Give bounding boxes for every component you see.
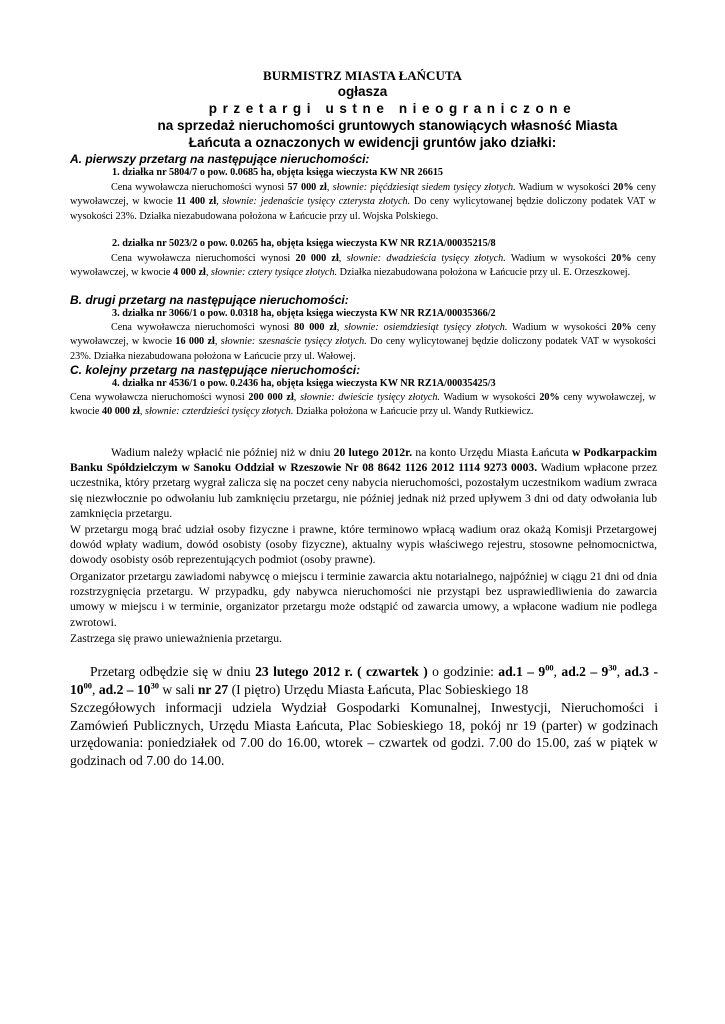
tender-schedule: Przetarg odbędzie się w dniu 23 lutego 2012 r. ( czwartek ) o godzinie: $ad.1 - 9^{00}$, $ad.2 - 9^{30}$, $ad.3 - 10^{00}$, $ad.2 - 10^{30}$ w sali nr 27 (I piętro) Urzędu Miasta Łańcuta, Plac Sobieskiego 18 [70,662,658,697]
section-a-title: A. pierwszy przetarg na następujące nieruchomości: [70,152,370,166]
announces-label: ogłasza [337,84,388,99]
organizer-info: Organizator przetargu zawiadomi nabywcę o miejscu i terminie zawarcia aktu notarialnego, najpóźniej w ciągu 21 dni od dnia rozstrzygnięcia przetargu. W przypadku, gdy nabywca nieruchomości nie przystąpi bez usprawiedliwienia do zawarcia umowy w miejscu i w terminie, organizator przetargu może odstąpić od zawarcia umowy, a wpłacone wadium nie podlega zwrotowi. [70,570,657,629]
section-c-title: C. kolejny przetarg na następujące nieruchomości: [70,363,361,377]
section-b-title: B. drugi przetarg na następujące nieruchomości: [70,293,349,307]
subject-line-1: na sprzedaż nieruchomości gruntowych stanowiących własność Miasta [157,118,618,133]
parcel-2-title: 2. działka nr 5023/2 o pow. 0.0265 ha, objęta księga wieczysta KW NR RZ1A/00035215/8 [112,238,496,249]
parcel-4-title: 4. działka nr 4536/1 o pow. 0.2436 ha, objęta księga wieczysta KW NR RZ1A/00035425/3 [112,378,496,389]
subject-line-2: Łańcuta a oznaczonych w ewidencji gruntów jako działki: [188,135,557,150]
deposit-info: Wadium należy wpłacić nie później niż w dniu 20 lutego 2012r. na konto Urzędu Miasta Łańcuta w Podkarpackim Banku Spółdzielczym w Sanoku Oddział w Rzeszowie Nr 08 8642 1126 2012 1114 9273 0003. Wadium wpłacone przez uczestnika, który przetarg wygrał zalicza się na poczet ceny nabycia nieruchomości, pozostałym uczestnikom wadium zwraca się niezwłocznie po odwołaniu lub zamknięciu przetargu, nie później jednak niż przed upływem 3 dni od daty odwołania lub zamknięcia przetargu. [70,446,658,520]
parcel-3-title: 3. działka nr 3066/1 o pow. 0.0318 ha, objęta księga wieczysta KW NR RZ1A/00035366/2 [112,308,496,319]
reservation-note: Zastrzega się prawo unieważnienia przetargu. [70,632,282,645]
contact-details: Szczegółowych informacji udziela Wydział Gospodarki Komunalnej, Inwestycji, Nieruchomości i Zamówień Publicznych, Urzędu Miasta Łańcuta, Plac Sobieskiego 18, pokój nr 19 (parter) w godzinach urzędowania: poniedziałek od 7.00 do 16.00, wtorek – czwartek od godzi. 7.00 do 15.00, zaś w piątek w godzinach od 7.00 do 14.00. [70,700,658,768]
parcel-4-description: Cena wywoławcza nieruchomości wynosi 200 000 zł, słownie: dwieście tysięcy złotych. Wadium w wysokości 20% ceny wywoławczej, w kwocie 40 000 zł, słownie: czterdzieści tysięcy złotych. Działka położona w Łańcucie przy ul. Wandy Rutkiewicz. [70,392,656,418]
tender-type: przetargi ustne nieograniczone [208,101,577,116]
parcel-3-description: Cena wywoławcza nieruchomości wynosi 80 000 zł, słownie: osiemdziesiąt tysięcy złotych. Wadium w wysokości 20% ceny wywoławczej, w kwocie 16 000 zł, słownie: szesnaście tysięcy złotych. Do ceny wylicytowanej będzie doliczony podatek VAT w wysokości 23%. Działka niezabudowana położona w Łańcucie przy ul. Wałowej. [70,322,656,362]
parcel-2-description: Cena wywoławcza nieruchomości wynosi 20 000 zł, słownie: dwadzieścia tysięcy złotych. Wadium w wysokości 20% ceny wywoławczej, w kwocie 4 000 zł, słownie: cztery tysiące złotych. Działka niezabudowana położona w Łańcucie przy ul. E. Orzeszkowej. [70,253,657,279]
participants-info: W przetargu mogą brać udział osoby fizyczne i prawne, które terminowo wpłacą wadium oraz okażą Komisji Przetargowej dowód wpłaty wadium, dowód osobisty (osoby fizyczne), aktualny wypis właściwego rejestru, stosowne pełnomocnictwa, dowody osobisty osób reprezentujących podmiot (osoby prawne). [70,523,657,567]
notice-title: BURMISTRZ MIASTA ŁAŃCUTA [263,68,462,83]
parcel-1-description: Cena wywoławcza nieruchomości wynosi 57 000 zł, słownie: pięćdziesiąt siedem tysięcy złotych. Wadium w wysokości 20% ceny wywoławczej, w kwocie 11 400 zł, słownie: jedenaście tysięcy czterysta złotych. Do ceny wylicytowanej będzie doliczony podatek VAT w wysokości 23%. Działka niezabudowana położona w Łańcucie przy ul. Wojska Polskiego. [70,182,656,222]
parcel-1-title: 1. działka nr 5804/7 o pow. 0.0685 ha, objęta księga wieczysta KW NR 26615 [112,167,444,178]
